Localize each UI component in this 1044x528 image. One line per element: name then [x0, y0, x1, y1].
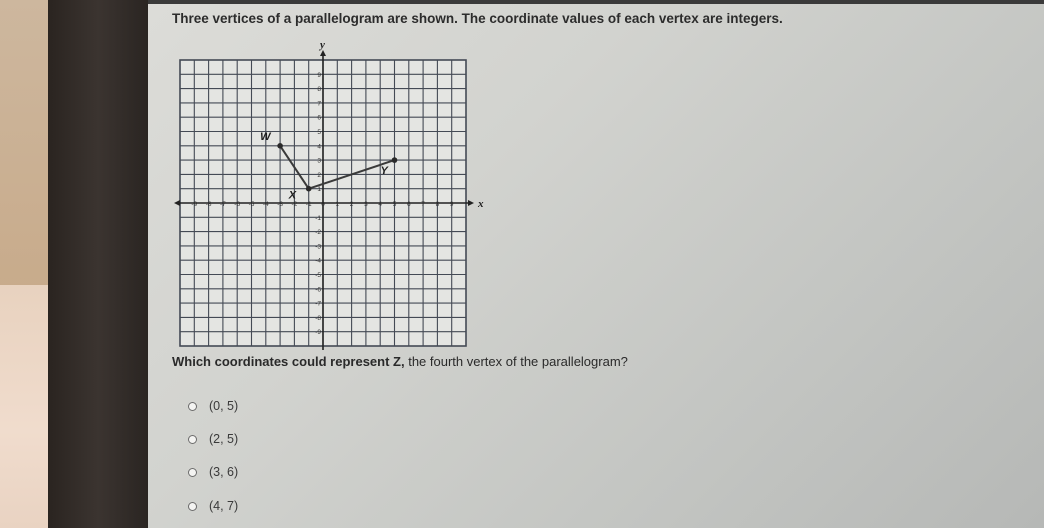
vertex-point: [277, 143, 283, 149]
screen: [148, 0, 1044, 528]
choice-2[interactable]: [188, 429, 238, 449]
question-intro: Three vertices of a parallelogram are shown. The coordinate values of each vertex are integers.: [172, 11, 783, 26]
radio-button-icon[interactable]: [188, 468, 197, 477]
choice-label: (3, 6): [209, 465, 239, 479]
x-tick-label: -3: [277, 201, 283, 208]
x-tick-label: 4: [378, 201, 383, 208]
question-prompt: [172, 354, 628, 369]
y-tick-label: -5: [315, 272, 321, 279]
y-tick-label: 3: [317, 157, 321, 165]
y-tick-label: -1: [315, 214, 321, 222]
choice-label: (0, 5): [209, 399, 239, 413]
x-axis-arrow-icon: [174, 200, 180, 206]
coordinate-graph: [158, 39, 484, 342]
vertex-label: W: [260, 130, 271, 143]
question-prompt-lead: Which coordinates could represent Z,: [172, 354, 405, 369]
vertex-label: X: [288, 189, 297, 202]
x-tick-label: -5: [248, 201, 255, 208]
choice-label: (4, 7): [209, 499, 239, 513]
x-tick-label: 9: [449, 201, 454, 208]
radio-button-icon[interactable]: [188, 435, 197, 444]
x-tick-label: -2: [291, 201, 298, 208]
y-axis-label: y: [320, 39, 325, 51]
choice-4[interactable]: [188, 496, 238, 516]
vertex-point: [392, 157, 398, 163]
answer-choices: [188, 396, 388, 526]
x-tick-label: -7: [220, 201, 226, 208]
question-prompt-rest: the fourth vertex of the parallelogram?: [404, 354, 628, 369]
vertex-point: [306, 186, 312, 192]
x-axis-label: x: [478, 198, 484, 210]
vertex-label: Y: [380, 165, 388, 178]
y-tick-label: 7: [317, 100, 321, 108]
y-tick-label: 5: [317, 129, 321, 136]
x-tick-label: 3: [364, 201, 368, 208]
y-tick-label: -9: [315, 329, 321, 337]
choice-3[interactable]: [188, 462, 238, 482]
x-tick-label: -9: [191, 201, 198, 208]
y-tick-label: -3: [315, 243, 321, 251]
y-tick-label: -6: [315, 286, 321, 294]
x-tick-label: -6: [234, 201, 241, 208]
y-tick-label: -2: [315, 229, 321, 237]
y-tick-label: 9: [317, 71, 321, 79]
radio-button-icon[interactable]: [188, 402, 197, 411]
choice-1[interactable]: [188, 396, 238, 416]
x-tick-label: -1: [305, 201, 312, 208]
y-tick-label: 4: [317, 143, 321, 151]
y-tick-label: 6: [317, 114, 321, 122]
y-tick-label: 1: [317, 186, 321, 194]
x-tick-label: 5: [392, 201, 397, 208]
x-tick-label: 6: [406, 201, 411, 208]
y-tick-label: 8: [317, 86, 321, 94]
y-tick-label: -8: [315, 314, 321, 322]
top-strip: [148, 0, 1044, 4]
choice-label: (2, 5): [209, 432, 239, 446]
y-tick-label: -7: [315, 300, 321, 308]
radio-button-icon[interactable]: [188, 502, 197, 511]
y-tick-label: -4: [315, 257, 321, 265]
background-wall-lower: [0, 285, 48, 528]
graph-svg: [158, 39, 484, 342]
x-tick-label: 2: [349, 201, 354, 208]
x-tick-label: 1: [335, 201, 340, 208]
x-axis-arrow-icon: [468, 200, 474, 206]
x-tick-label: 0: [321, 201, 325, 208]
x-tick-label: 7: [421, 201, 425, 208]
monitor-bezel: [48, 0, 148, 528]
x-tick-label: -4: [262, 201, 269, 208]
x-tick-label: 8: [435, 201, 440, 208]
x-tick-label: -8: [205, 201, 212, 208]
y-tick-label: 2: [317, 171, 321, 179]
